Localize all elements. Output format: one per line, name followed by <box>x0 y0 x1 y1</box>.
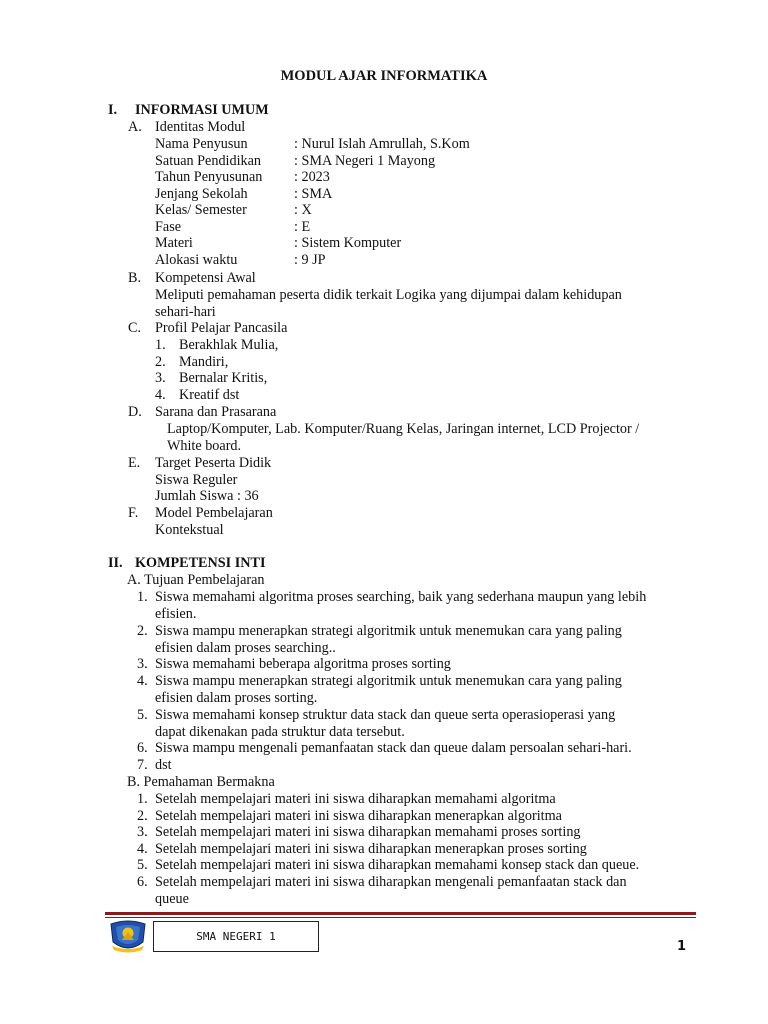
list-item-number: 1. <box>155 337 166 353</box>
section-2-heading: KOMPETENSI INTI <box>135 555 266 571</box>
page-number: 1 <box>677 939 687 954</box>
list-item: Siswa memahami beberapa algoritma proses sorting <box>155 656 451 672</box>
list-item-continuation: efisien dalam proses searching.. <box>155 639 336 656</box>
list-item-number: 2. <box>137 623 148 639</box>
subsection-a-label: A. Tujuan Pembelajaran <box>127 572 265 588</box>
list-item-number: 3. <box>137 656 148 672</box>
item-b-letter: B. <box>128 270 142 286</box>
list-item-continuation: efisien dalam proses sorting. <box>155 689 318 706</box>
list-item: dst <box>155 757 172 773</box>
item-b-text: sehari-hari <box>155 303 216 320</box>
list-item: Setelah mempelajari materi ini siswa diharapkan memahami algoritma <box>155 791 556 807</box>
item-d-label: Sarana dan Prasarana <box>155 404 277 420</box>
list-item-number: 3. <box>155 370 166 386</box>
item-c-letter: C. <box>128 320 142 336</box>
list-item: Setelah mempelajari materi ini siswa diharapkan mengenali pemanfaatan stack dan <box>155 874 627 890</box>
list-item-continuation: queue <box>155 890 189 907</box>
list-item: Siswa mampu mengenali pemanfaatan stack dan queue dalam persoalan sehari-hari. <box>155 740 632 756</box>
footer-rule-thin <box>105 917 696 918</box>
list-item: Setelah mempelajari materi ini siswa diharapkan menerapkan proses sorting <box>155 840 587 857</box>
list-item: Siswa memahami algoritma proses searching, baik yang sederhana maupun yang lebih <box>155 589 647 605</box>
list-item-number: 4. <box>137 673 148 689</box>
list-item-number: 4. <box>155 386 166 403</box>
item-d-text: Laptop/Komputer, Lab. Komputer/Ruang Kelas, Jaringan internet, LCD Projector / <box>167 421 640 437</box>
item-d-letter: D. <box>128 404 142 420</box>
item-f-text: Kontekstual <box>155 521 224 538</box>
item-e-label: Target Peserta Didik <box>155 455 272 471</box>
list-item-continuation: efisien. <box>155 605 197 622</box>
footer-school-box: SMA NEGERI 1 <box>153 921 319 952</box>
list-item-number: 4. <box>137 840 148 857</box>
item-f-letter: F. <box>128 505 139 521</box>
item-b-label: Kompetensi Awal <box>155 270 256 286</box>
document-title: MODUL AJAR INFORMATIKA <box>280 68 488 84</box>
list-item-number: 5. <box>137 857 148 873</box>
list-item-number: 2. <box>137 807 148 824</box>
list-item: Siswa mampu menerapkan strategi algoritmik untuk menemukan cara yang paling <box>155 673 622 689</box>
list-item: Kreatif dst <box>179 386 240 403</box>
list-item-number: 6. <box>137 740 148 756</box>
list-item: Setelah mempelajari materi ini siswa diharapkan memahami proses sorting <box>155 824 581 840</box>
list-item: Berakhlak Mulia, <box>179 337 279 353</box>
list-item-number: 5. <box>137 707 148 723</box>
item-a-label: Identitas Modul <box>155 119 246 135</box>
item-e-text: Siswa Reguler <box>155 471 238 488</box>
list-item: Siswa memahami konsep struktur data stack dan queue serta operasioperasi yang <box>155 707 616 723</box>
item-e-text: Jumlah Siswa : 36 <box>155 488 259 504</box>
list-item: Mandiri, <box>179 353 229 370</box>
list-item-number: 2. <box>155 353 166 370</box>
list-item-number: 3. <box>137 824 148 840</box>
section-1-heading: INFORMASI UMUM <box>135 102 269 118</box>
footer-rule <box>105 912 696 915</box>
item-f-label: Model Pembelajaran <box>155 505 273 521</box>
item-e-letter: E. <box>128 455 141 471</box>
item-b-text: Meliputi pemahaman peserta didik terkait Logika yang dijumpai dalam kehidupan <box>155 287 622 303</box>
list-item-number: 1. <box>137 791 148 807</box>
list-item: Siswa mampu menerapkan strategi algoritmik untuk menemukan cara yang paling <box>155 623 622 639</box>
item-a-letter: A. <box>128 119 142 135</box>
school-crest-icon <box>108 918 148 954</box>
section-1-number: I. <box>108 102 118 118</box>
subsection-b-label: B. Pemahaman Bermakna <box>127 774 275 790</box>
list-item: Bernalar Kritis, <box>179 370 268 386</box>
list-item: Setelah mempelajari materi ini siswa diharapkan menerapkan algoritma <box>155 807 562 824</box>
list-item-number: 7. <box>137 757 148 773</box>
list-item-number: 1. <box>137 589 148 605</box>
list-item: Setelah mempelajari materi ini siswa diharapkan memahami konsep stack dan queue. <box>155 857 640 873</box>
document-page: MODUL AJAR INFORMATIKA I. INFORMASI UMUM A. Identitas Modul Nama Penyusun : Nurul Islah Amrullah, S.Kom Satuan Pendidikan : SMA Negeri 1 Mayong Tahun Penyusunan : 2023 Jenjang Sekolah : SMA Kelas/ Semester : X Fase : E Materi : Sistem Komputer Alokasi waktu : 9 JP B. Kompetensi Awal Meliputi pemahaman peserta didik terkait Logika yang dijumpai dalam kehidupan sehari-hari C. Profil Pelajar Pancasila 1. Berakhlak Mulia, 2. Mandiri, 3. Bernalar Kritis, 4. Kreatif dst D. Sarana dan Prasarana Laptop/Komputer, Lab. Komputer/Ruang Kelas, Jaringan internet, LCD Projector / White board. E. Target Peserta Didik Siswa Reguler Jumlah Siswa : 36 F. Model Pembelajaran Kontekstual II. KOMPETENSI INTI A. Tujuan Pembelajaran 1. Siswa memahami algoritma proses searching, baik yang sederhana maupun yang lebih efisien. 2. Siswa mampu menerapkan strategi algoritmik untuk menemukan cara yang paling efisien dalam proses searching.. 3. Siswa memahami beberapa algoritma proses sorting 4. Siswa mampu menerapkan strategi algoritmik untuk menemukan cara yang paling efisien dalam proses sorting. 5. Siswa memahami konsep struktur data stack dan queue serta operasioperasi yang dapat dikenakan pada struktur data tersebut. 6. Siswa mampu mengenali pemanfaatan stack dan queue dalam persoalan sehari-hari. 7. dst B. Pemahaman Bermakna 1. Setelah mempelajari materi ini siswa diharapkan memahami algoritma 2. Setelah mempelajari materi ini siswa diharapkan menerapkan algoritma 3. Setelah mempelajari materi ini siswa diharapkan memahami proses sorting 4. Setelah mempelajari materi ini siswa diharapkan menerapkan proses sorting 5. Setelah mempelajari materi ini siswa diharapkan memahami konsep stack dan queue. 6. Setelah mempelajari materi ini siswa diharapkan mengenali pemanfaatan stack dan queue SMA NEGERI 1 1 <box>0 0 768 1024</box>
list-item-number: 6. <box>137 874 148 890</box>
item-c-label: Profil Pelajar Pancasila <box>155 320 288 336</box>
item-d-text: White board. <box>167 437 242 454</box>
section-2-number: II. <box>108 555 123 571</box>
list-item-continuation: dapat dikenakan pada struktur data tersebut. <box>155 723 405 740</box>
